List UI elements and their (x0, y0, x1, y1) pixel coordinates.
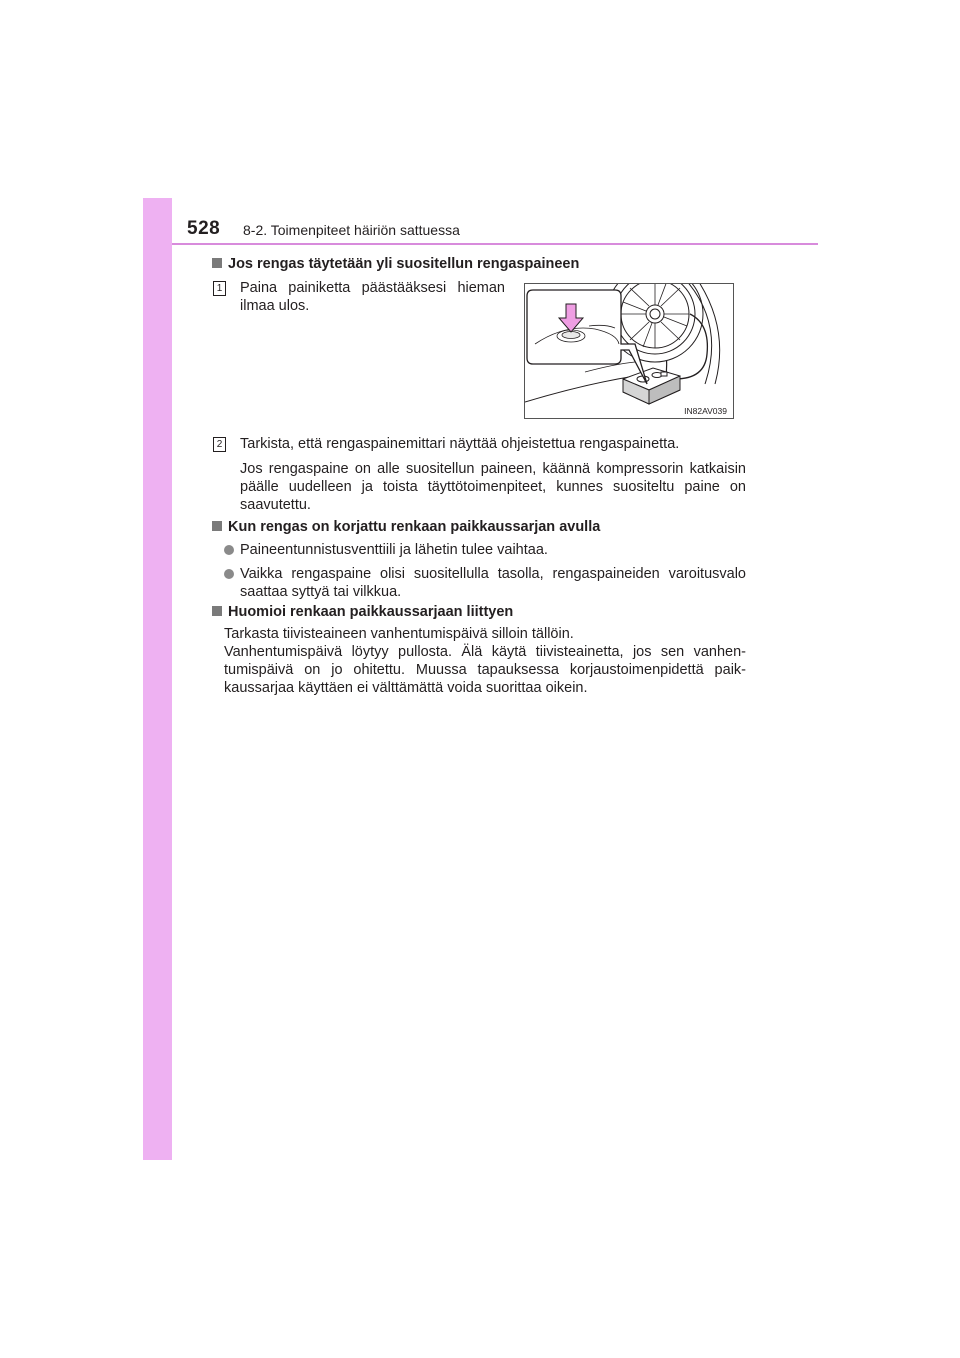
step-2-text: Tarkista, että rengaspainemittari näyttää ohjeistettua rengaspainetta. (240, 436, 680, 452)
list-item-text: Vaikka rengaspaine olisi suositellulla tasolla, rengaspaineiden varoitusvalo saattaa syttyä tai vilkkua. (240, 566, 746, 600)
list-item (224, 565, 746, 601)
page-number: 528 (187, 218, 221, 239)
figure-code: IN82AV039 (684, 406, 727, 416)
square-bullet-icon (212, 606, 222, 616)
list-item-text: Paineentunnistusventtiili ja lähetin tulee vaihtaa. (240, 542, 548, 558)
note-paragraph-line1: Tarkasta tiivisteaineen vanhentumispäivä silloin tällöin. (224, 626, 574, 642)
heading-repair-kit-note (212, 603, 513, 621)
header-divider (172, 243, 818, 245)
circle-bullet-icon (224, 569, 234, 579)
step-1-text: Paina painiketta päästääksesi hieman ilmaa ulos. (240, 280, 505, 314)
list-item (224, 541, 746, 559)
section-title: 8-2. Toimenpiteet häiriön sattuessa (243, 222, 460, 238)
chapter-tab-sidebar (143, 198, 172, 1160)
square-bullet-icon (212, 258, 222, 268)
step-number-1: 1 (213, 281, 226, 296)
heading-text: Huomioi renkaan paikkaussarjaan liittyen (228, 604, 514, 620)
tire-compressor-illustration (525, 284, 733, 418)
step-2-note: Jos rengaspaine on alle suositellun paineen, käännä kompressorin katkaisin päälle uudelleen ja toista täyttötoimenpiteet, kunnes suositeltu paine on saavutettu. (240, 461, 746, 513)
heading-after-repair (212, 518, 600, 536)
square-bullet-icon (212, 521, 222, 531)
step-number-2: 2 (213, 437, 226, 452)
circle-bullet-icon (224, 545, 234, 555)
heading-overinflated (212, 255, 579, 273)
note-paragraph: Vanhentumispäivä löytyy pullosta. Älä käytä tiivisteainetta, jos sen vanhen-tumispäivä on jo ohitettu. Muussa tapauksessa korjaustoimenpidettä paik-kaussarjaa käyttäen ei välttämättä voida suorittaa oikein. (224, 644, 746, 696)
heading-text: Kun rengas on korjattu renkaan paikkaussarjan avulla (228, 519, 601, 535)
heading-text: Jos rengas täytetään yli suositellun rengaspaineen (228, 256, 580, 272)
tire-compressor-figure (524, 283, 734, 419)
